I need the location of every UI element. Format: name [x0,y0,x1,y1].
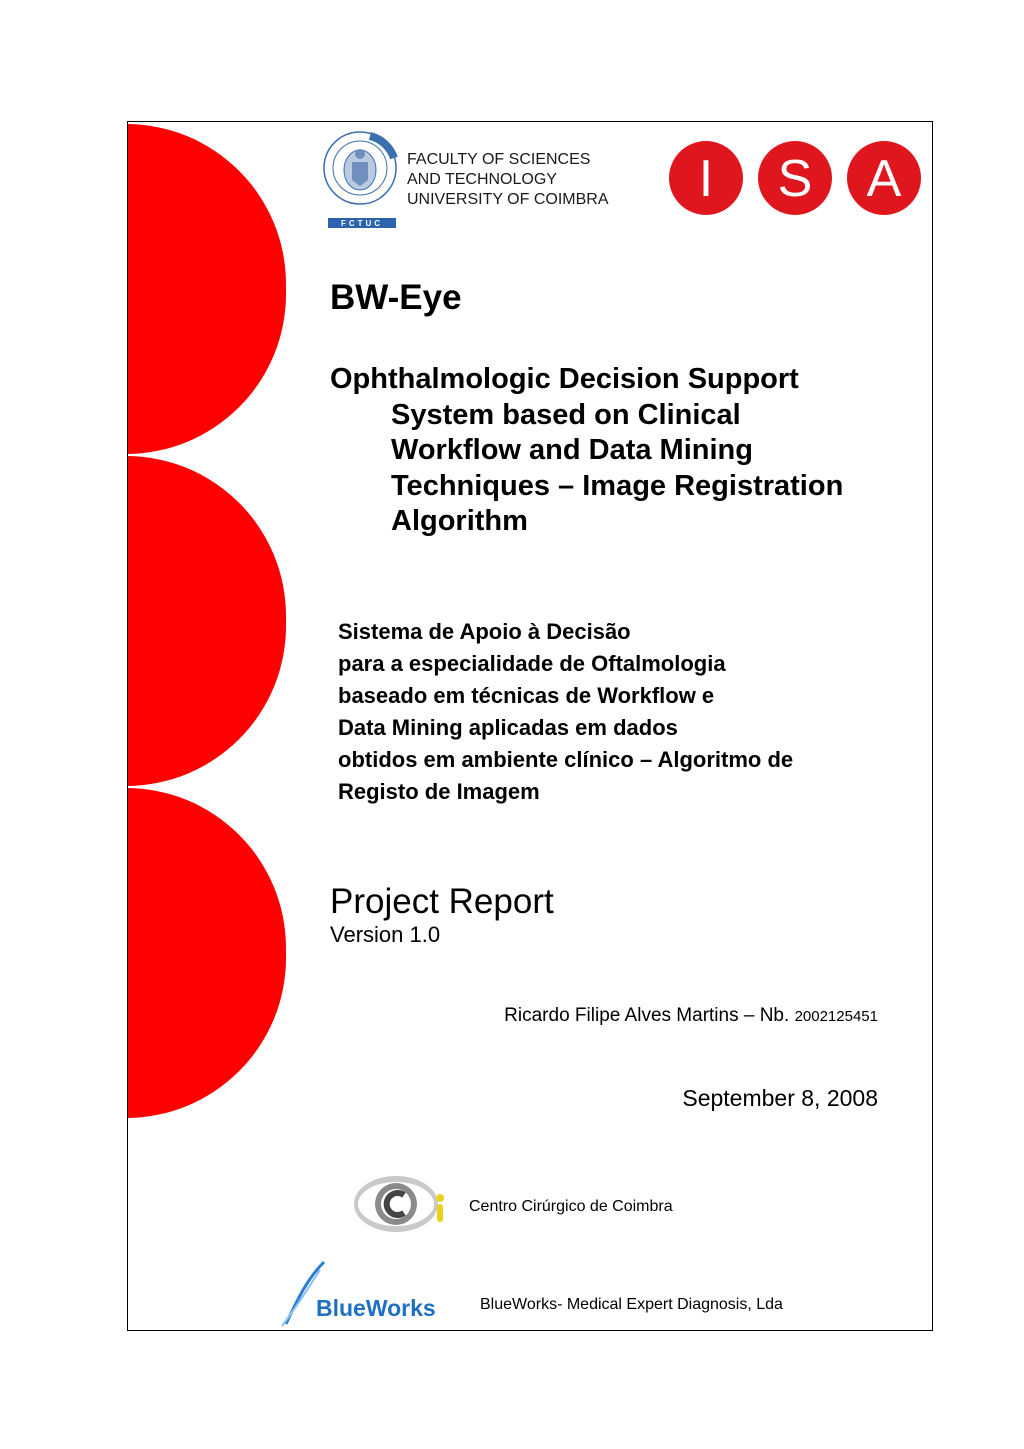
faculty-line-3: UNIVERSITY OF COIMBRA [407,191,609,208]
english-subtitle [330,362,910,540]
faculty-line-2: AND TECHNOLOGY [407,171,557,188]
fctuc-label: FCTUC [340,219,384,228]
blueworks-logo [278,1258,450,1328]
english-subtitle-line-4: Techniques – Image Registration [391,469,844,502]
fctuc-seal-logo [318,128,398,228]
portuguese-subtitle-line-2: para a especialidade de Oftalmologia [338,651,726,676]
english-subtitle-line-5: Algorithm [391,505,528,537]
english-subtitle-line-1: Ophthalmologic Decision Support [330,363,799,395]
document-title: BW-Eye [330,278,462,317]
author-line [504,1005,878,1027]
decorative-red-half-circle-bottom [127,788,286,1118]
portuguese-subtitle-line-4: Data Mining aplicadas em dados [338,715,678,740]
blueworks-logo-text: BlueWorks [316,1295,436,1321]
faculty-line-1: FACULTY OF SCIENCES [407,151,591,168]
portuguese-subtitle-line-6: Registo de Imagem [338,779,540,804]
english-subtitle-line-2: System based on Clinical [391,398,741,431]
decorative-red-half-circle-middle [127,456,286,786]
isa-logo [668,138,922,218]
blueworks-name: BlueWorks- Medical Expert Diagnosis, Lda [480,1296,783,1313]
document-version: Version 1.0 [330,922,441,947]
portuguese-subtitle [338,616,898,808]
document-date: September 8, 2008 [682,1085,878,1111]
document-type: Project Report [330,882,554,921]
ccc-name: Centro Cirúrgico de Coimbra [469,1198,673,1215]
isa-letter-a: A [866,150,902,208]
isa-letter-s: S [777,150,813,208]
english-subtitle-line-3: Workflow and Data Mining [391,434,753,466]
portuguese-subtitle-line-5: obtidos em ambiente clínico – Algoritmo de [338,747,794,772]
portuguese-subtitle-line-3: baseado em técnicas de Workflow e [338,683,715,708]
portuguese-subtitle-line-1: Sistema de Apoio à Decisão [338,619,631,644]
author-name: Ricardo Filipe Alves Martins – Nb. [504,1005,790,1026]
faculty-name [407,150,609,210]
ccc-eye-logo [352,1168,448,1236]
decorative-red-half-circle-top [127,124,286,454]
isa-letter-i: I [698,150,714,208]
student-number: 2002125451 [794,1008,878,1025]
